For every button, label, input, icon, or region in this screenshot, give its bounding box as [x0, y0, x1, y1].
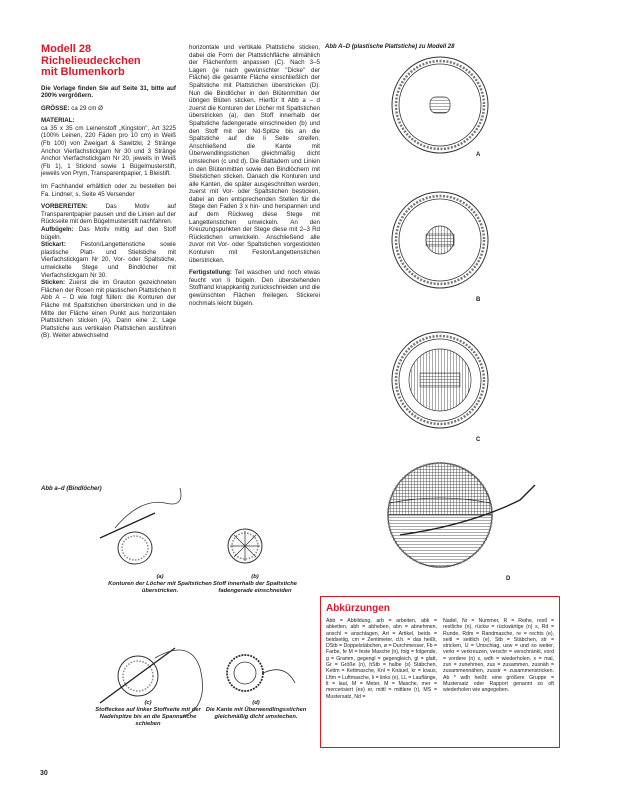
- figure-left-title: Abb a–d (Bindlöcher): [41, 486, 102, 492]
- title-line-2: Richelieudeckchen: [41, 54, 141, 67]
- lead-text: Die Vorlage finden Sie auf Seite 31, bitte auf 200% vergrößern.: [41, 84, 176, 100]
- figure-c: [392, 332, 488, 428]
- text-column-middle: [189, 44, 320, 312]
- title-model: Modell: [41, 43, 76, 55]
- title-number: 28: [78, 43, 92, 55]
- caption-a-text: Konturen der Löcher mit Spaltstichen überstricken.: [108, 581, 212, 594]
- model-title: [41, 44, 176, 79]
- caption-d-letter: (d): [252, 700, 260, 706]
- fertig-label: Fertigstellung:: [189, 269, 232, 277]
- stickart-label: Stickart:: [41, 241, 66, 249]
- sticken-text: Zuerst die im Grauton gezeichneten Flächen der Rosen mit plastischen Plattstichen lt Abb A – D wie folgt füllen: die Konturen der Fläche mit Spaltstichen überstricken und in die Mitte der Fläche einen Punkt aus horizontalen Plattstichen sticken (A). Dann eine 2. Lage Plattstiche aus vertikalen Plattstichen ausführen (B). Weiter abwechselnd: [41, 279, 176, 340]
- abbreviations-title: Abkürzungen: [326, 603, 390, 614]
- stickart-text: Feston/Langettenstiche sowie plastische Platt- und Stielstiche mit Vierfachstickgarn Nr 20, Vor- oder Spaltstiche, umwickelte Stege und Bindlöcher mit Vierfachstickgarn Nr 30.: [41, 241, 176, 279]
- aufbuegeln-label: Aufbügeln:: [41, 226, 74, 233]
- caption-d-text: Die Kante mit Überwendlingsstichen gleichmäßig dicht umstechen.: [205, 707, 307, 720]
- abbreviations-columns: [326, 618, 554, 700]
- size-label: GRÖSSE:: [41, 104, 70, 112]
- aufbuegeln-text: Das Motiv mittig auf den Stoff bügeln.: [41, 226, 176, 241]
- abbreviations-box: [320, 596, 560, 748]
- figure-letter-d: D: [506, 576, 511, 582]
- figure-small-d: [227, 655, 295, 691]
- figure-right-title: Abb A–D (plastische Plattstiche) zu Modell 28: [325, 44, 455, 50]
- material-text: ca 35 x 35 cm Leinenstoff „Kingston", Art 3225 (100% Leinen, 220 Fäden pro 10 cm) in Weiß (Fb 100) von Zweigart & Sawitzki, 2 Stränge Anchor Vierfachstickgarn Nr 30 und 3 Stränge Anchor Vierfachstickgarn Nr 20, jeweils in Weiß (Fb 1), 1 Sticknd sowie 1 Bügelmusterstift, jeweils von Prym, Transparentpapier, 1 Bleistift.: [41, 124, 176, 178]
- figure-letter-a: A: [476, 152, 481, 158]
- fertig-text: Teil waschen und noch etwas feucht von li bügeln. Den überstehenden Stoffrand knappkantig zurückschneiden und die gewünschten Flächen freilegen. Stickerei nochmals leicht bügeln.: [189, 269, 320, 307]
- material-label: MATERIAL:: [41, 117, 75, 125]
- size-value: ca 29 cm Ø: [71, 104, 103, 112]
- title-line-3: mit Blumenkorb: [41, 66, 125, 78]
- caption-c-text: Stoffeckee auf linker Stoffseite mit der Nadelspitze bis an die Spannstiche schieben: [95, 707, 201, 727]
- figure-letter-b: B: [476, 297, 481, 303]
- figure-small-b: [228, 529, 262, 563]
- shop-text: Im Fachhandel erhältlich oder zu bestellen bei Fa. Lindner, s. Seite 45 Versender: [41, 183, 176, 198]
- caption-b: [200, 574, 310, 595]
- caption-d: [200, 700, 312, 721]
- abbreviations-column-left: Abb = Abbildung, arb = arbeiten, abk = abketten, abh = abheben, abn = abnehmen, anschl = anschlagen, Art = Artikel, beids = beidseitig, cm = Zentimeter, d.h. = das heißt, DStb = Doppelstäbchen, ø = Durchmesser, Fb = Farbe, fe M = feste Masche (n), folg = folgende, g = Gramm, gegengl = gegengleich, gl = glatt, Gr = Größe (n), hStb = halbe (s) Stäbchen, Kettm = Kettmasche, Knl = Knäuel, kr = kraus, Lftm = Luftmasche, li = links (e), LL = Lauflänge, lt = laut, M = Meter, M = Masche, mer = mercerisiert (es) er, mittl = mittlere (r), MS = Mustersatz, Nd =: [326, 618, 437, 700]
- text-column-left: [41, 44, 176, 345]
- caption-b-text: Stoff innerhalb der Spaltstiche fadengerade einschneiden: [213, 581, 297, 594]
- caption-b-letter: (b): [251, 574, 259, 580]
- figure-letter-c: C: [476, 437, 481, 443]
- figure-a: [392, 57, 488, 153]
- instructions-continued: horizontale und vertikale Plattstiche sticken, dabei die Form der Plattstichfläche allmählich der Flächenform anpassen (C). Nach 3–5 Lagen (je nach gewünschter "Dicke" der Fläche) die gesamte Fläche einschließlich der Spaltstiche mit Plattstichen überstricken (D). Nun die Bindlöcher in den Blütenmitten der übrigen Blüten sticken. Hierfür lt Abb a – d zuerst die Konturen der Löcher mit Spaltstichen überstricken (a), den Stoff innerhalb der Spaltstiche fadengerade einschneiden (b) und den Stoff mit der Nd-Spitze bis an die Spaltstiche auf die li Seite streifen. Anschließend die Kante mit Überwendlingsstichen gleichmäßig dicht umstechen (c und d). Die Blattadern und Linien in den Blütenmitten sowie den Bindlöchern mit Stielstichen sticken. Danach die Konturen und alle Kanten, die später ausgeschnitten werden, zuerst mit Vor- oder Spaltstichen besticken, dabei an den entsprechenden Stellen für die Stege den Faden 3 x hin- und herspannen und auf dem Rückweg diese Stege mit Langettenstichen umwickeln. An den Kreuzungspunkten der Stege diese mit 2–3 Rd Rückstichen umwickeln. Anschließend alle zuvor mit Vor- oder Spaltstichen vorgestickten Konturen mit Feston/Langettenstichen überstricken.: [189, 44, 320, 264]
- vorbereiten-label: VORBEREITEN:: [41, 203, 88, 211]
- vorbereiten-block: [41, 203, 176, 340]
- abbreviations-column-right: Nadel, Nr = Nummer, R = Reihe, restl = restliche (n), rückw = rückwärtige (n) s, Rd = Runde, Rdm = Randmasche, re = rechts (e), seitl = seitlich (e), Stb = Stäbchen, str = stricken, U = Umschlag, usw = und so weiter, verkr = verkreuzen, verschr = verschränkt, vord = vordere (n) s, wdh = wiederholen, x = mal, zun = zunehmen, zus = zusammen, zusnäh = zusammennähen, zusstr = zusammenstricken. Ab * wdh heißt: eine größere Gruppe = Mustersatz oder Rapport genannt so oft wiederholen wie angegeben.: [443, 618, 554, 694]
- caption-a-letter: (a): [156, 574, 164, 580]
- fertig-block: [189, 269, 320, 307]
- figure-b: [392, 192, 488, 288]
- vorbereiten-text: Das Motiv auf Transparentpapier pausen und die Linien auf der Rückseite mit dem Bügelmusterstift nachfahren.: [41, 203, 176, 226]
- size-line: [41, 105, 176, 113]
- page-number: 30: [40, 770, 48, 777]
- sticken-label: Sticken:: [41, 279, 66, 287]
- material-block: [41, 117, 176, 178]
- figure-small-a: [100, 488, 181, 564]
- stitch-figure-a-d: [330, 55, 560, 595]
- caption-c-letter: (c): [144, 700, 152, 706]
- caption-c: [92, 700, 204, 728]
- figure-d: [388, 463, 535, 567]
